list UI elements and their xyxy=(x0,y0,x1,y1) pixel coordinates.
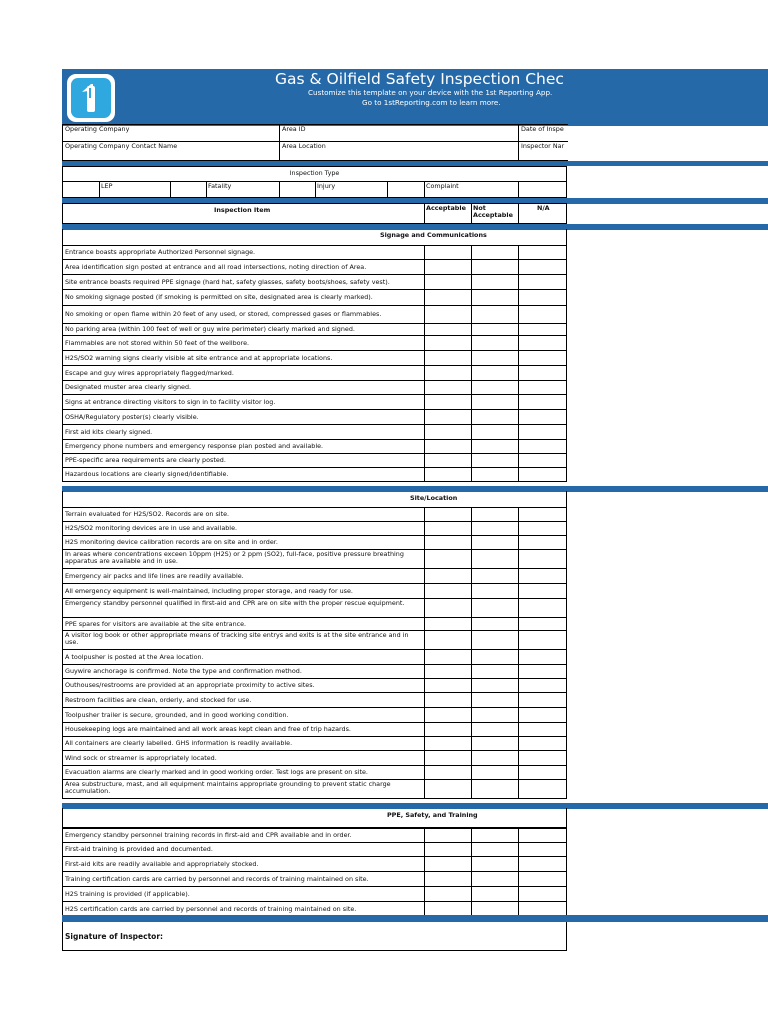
not-acceptable-checkbox[interactable] xyxy=(471,630,519,650)
not-acceptable-checkbox[interactable] xyxy=(471,750,519,766)
table-row xyxy=(62,439,567,454)
divider xyxy=(279,181,280,198)
na-checkbox[interactable] xyxy=(518,259,568,275)
app-logo xyxy=(67,74,115,122)
inspection-item-text: PPE spares for visitors are available at the site entrance. xyxy=(65,620,247,628)
inspection-type-label: Inspection Type xyxy=(289,169,340,177)
not-acceptable-checkbox[interactable] xyxy=(471,886,519,902)
area-location-field[interactable] xyxy=(279,141,519,161)
not-acceptable-checkbox[interactable] xyxy=(471,535,519,550)
divider xyxy=(206,181,207,198)
table-row xyxy=(62,842,567,857)
not-acceptable-checkbox[interactable] xyxy=(471,598,519,618)
table-row xyxy=(62,871,567,887)
table-row xyxy=(62,365,567,381)
inspection-item-text: H2S/SO2 monitoring devices are in use and available. xyxy=(65,524,238,532)
inspection-item-text: Housekeeping logs are maintained and all work areas kept clean and free of trip hazards. xyxy=(65,725,351,733)
na-checkbox[interactable] xyxy=(518,365,568,381)
acceptable-checkbox[interactable] xyxy=(424,736,472,751)
signature-label: Signature of Inspector: xyxy=(65,932,164,941)
acceptable-checkbox[interactable] xyxy=(424,274,472,290)
na-checkbox[interactable] xyxy=(518,649,568,665)
inspection-item-text: Evacuation alarms are clearly marked and in good working order. Test logs are present on site. xyxy=(65,768,368,776)
na-checkbox[interactable] xyxy=(518,583,568,599)
inspection-item-text: Flammables are not stored within 50 feet of the wellbore. xyxy=(65,339,250,347)
acceptable-checkbox[interactable] xyxy=(424,630,472,650)
na-checkbox[interactable] xyxy=(518,886,568,902)
table-row xyxy=(62,692,567,708)
acceptable-checkbox[interactable] xyxy=(424,583,472,599)
date-of-inspection-label: Date of Inspe xyxy=(521,125,564,133)
not-acceptable-checkbox[interactable] xyxy=(471,549,519,569)
not-acceptable-checkbox[interactable] xyxy=(471,305,519,324)
not-acceptable-checkbox[interactable] xyxy=(471,779,519,799)
acceptable-checkbox[interactable] xyxy=(424,856,472,872)
acceptable-checkbox[interactable] xyxy=(424,424,472,440)
operating-company-label: Operating Company xyxy=(65,125,130,133)
inspection-item-text: Emergency standby personnel training records in first-aid and CPR available and in order. xyxy=(65,831,352,839)
inspection-item-text: Wind sock or streamer is appropriately located. xyxy=(65,754,217,762)
table-row xyxy=(62,750,567,766)
not-acceptable-checkbox[interactable] xyxy=(471,274,519,290)
inspection-item-text: Area identification sign posted at entrance and all road intersections, noting direction of Area. xyxy=(65,263,367,271)
divider xyxy=(315,181,316,198)
not-acceptable-checkbox[interactable] xyxy=(471,439,519,454)
section-title: PPE, Safety, and Training xyxy=(387,811,478,819)
column-header-na: N/A xyxy=(537,204,550,212)
na-checkbox[interactable] xyxy=(518,678,568,693)
table-row xyxy=(62,259,567,275)
not-acceptable-checkbox[interactable] xyxy=(471,617,519,631)
acceptable-checkbox[interactable] xyxy=(424,750,472,766)
acceptable-checkbox[interactable] xyxy=(424,289,472,306)
acceptable-checkbox[interactable] xyxy=(424,380,472,395)
date-of-inspection-field[interactable] xyxy=(518,124,568,142)
na-checkbox[interactable] xyxy=(518,664,568,679)
na-checkbox[interactable] xyxy=(518,568,568,584)
header-subtitle-1: Customize this template on your device with the 1st Reporting App. xyxy=(308,88,553,97)
not-acceptable-checkbox[interactable] xyxy=(471,467,519,482)
acceptable-checkbox[interactable] xyxy=(424,245,472,260)
acceptable-checkbox[interactable] xyxy=(424,765,472,780)
inspection-item-text: Guywire anchorage is confirmed. Note the type and confirmation method. xyxy=(65,667,302,675)
inspection-item-text: H2S monitoring device calibration records are on site and in order. xyxy=(65,538,278,546)
inspection-item-text: First aid kits clearly signed. xyxy=(65,428,153,436)
inspection-item-text: A toolpusher is posted at the Area location. xyxy=(65,653,204,661)
divider xyxy=(471,203,472,224)
acceptable-checkbox[interactable] xyxy=(424,722,472,737)
table-row xyxy=(62,289,567,306)
acceptable-checkbox[interactable] xyxy=(424,842,472,857)
na-checkbox[interactable] xyxy=(518,439,568,454)
not-acceptable-checkbox[interactable] xyxy=(471,289,519,306)
acceptable-checkbox[interactable] xyxy=(424,707,472,723)
inspection-type-header xyxy=(62,166,567,182)
inspection-type-option[interactable]: Injury xyxy=(317,182,336,190)
acceptable-checkbox[interactable] xyxy=(424,409,472,425)
divider xyxy=(518,181,519,198)
acceptable-checkbox[interactable] xyxy=(424,453,472,468)
na-checkbox[interactable] xyxy=(518,779,568,799)
acceptable-checkbox[interactable] xyxy=(424,678,472,693)
table-row xyxy=(62,535,567,550)
table-row xyxy=(62,568,567,584)
na-checkbox[interactable] xyxy=(518,289,568,306)
inspection-item-text: Signs at entrance directing visitors to sign in to facility visitor log. xyxy=(65,398,276,406)
na-checkbox[interactable] xyxy=(518,507,568,522)
not-acceptable-checkbox[interactable] xyxy=(471,568,519,584)
not-acceptable-checkbox[interactable] xyxy=(471,765,519,780)
divider xyxy=(170,181,171,198)
table-row xyxy=(62,583,567,599)
not-acceptable-checkbox[interactable] xyxy=(471,856,519,872)
table-row xyxy=(62,335,567,351)
table-row xyxy=(62,707,567,723)
not-acceptable-checkbox[interactable] xyxy=(471,828,519,843)
inspection-item-text: All containers are clearly labelled. GHS information is readily available. xyxy=(65,739,293,747)
inspection-item-text: H2S training is provided (if applicable). xyxy=(65,890,190,898)
contact-name-field[interactable] xyxy=(62,141,280,161)
na-checkbox[interactable] xyxy=(518,750,568,766)
inspection-item-text: Designated muster area clearly signed. xyxy=(65,383,192,391)
inspection-item-text: All emergency equipment is well-maintained, including proper storage, and ready for use. xyxy=(65,587,353,595)
inspection-item-text: Training certification cards are carried by personnel and records of training maintained on site. xyxy=(65,875,369,883)
na-checkbox[interactable] xyxy=(518,692,568,708)
inspection-item-text: Entrance boasts appropriate Authorized Personnel signage. xyxy=(65,248,256,256)
table-row xyxy=(62,453,567,468)
na-checkbox[interactable] xyxy=(518,707,568,723)
inspection-item-text: Emergency air packs and life lines are readily available. xyxy=(65,572,244,580)
table-row xyxy=(62,722,567,737)
acceptable-checkbox[interactable] xyxy=(424,886,472,902)
not-acceptable-checkbox[interactable] xyxy=(471,259,519,275)
not-acceptable-checkbox[interactable] xyxy=(471,409,519,425)
na-checkbox[interactable] xyxy=(518,598,568,618)
inspector-name-field[interactable] xyxy=(518,141,568,161)
table-row xyxy=(62,630,567,650)
acceptable-checkbox[interactable] xyxy=(424,335,472,351)
area-id-label: Area ID xyxy=(282,125,306,133)
acceptable-checkbox[interactable] xyxy=(424,649,472,665)
not-acceptable-checkbox[interactable] xyxy=(471,453,519,468)
na-checkbox[interactable] xyxy=(518,765,568,780)
inspection-item-text: No smoking signage posted (if smoking is permitted on site, designated area is clearly marked). xyxy=(65,293,373,301)
na-checkbox[interactable] xyxy=(518,424,568,440)
acceptable-checkbox[interactable] xyxy=(424,305,472,324)
acceptable-checkbox[interactable] xyxy=(424,365,472,381)
not-acceptable-checkbox[interactable] xyxy=(471,664,519,679)
na-checkbox[interactable] xyxy=(518,828,568,843)
divider xyxy=(424,181,425,198)
inspection-item-text: Terrain evaluated for H2S/SO2. Records are on site. xyxy=(65,510,230,518)
table-row xyxy=(62,678,567,693)
table-row xyxy=(62,394,567,410)
section-title: Site/Location xyxy=(410,494,458,502)
table-row xyxy=(62,765,567,780)
acceptable-checkbox[interactable] xyxy=(424,598,472,618)
not-acceptable-checkbox[interactable] xyxy=(471,842,519,857)
not-acceptable-checkbox[interactable] xyxy=(471,678,519,693)
inspection-item-text: No smoking or open flame within 20 feet of any used, or stored, compressed gases or flammables. xyxy=(65,310,382,318)
inspection-item-text: In areas where concentrations exceen 10ppm (H2S) or 2 ppm (SO2), full-face, positive pressure breathing apparatus are available and in use. xyxy=(65,550,404,565)
not-acceptable-checkbox[interactable] xyxy=(471,871,519,887)
inspector-name-label: Inspector Nar xyxy=(521,142,565,150)
acceptable-checkbox[interactable] xyxy=(424,664,472,679)
table-row xyxy=(62,649,567,665)
na-checkbox[interactable] xyxy=(518,409,568,425)
not-acceptable-checkbox[interactable] xyxy=(471,521,519,536)
na-checkbox[interactable] xyxy=(518,617,568,631)
acceptable-checkbox[interactable] xyxy=(424,617,472,631)
inspection-type-option[interactable]: Complaint xyxy=(426,182,459,190)
acceptable-checkbox[interactable] xyxy=(424,828,472,843)
column-header-item: Inspection Item xyxy=(214,206,271,214)
inspection-item-text: OSHA/Regulatory poster(s) clearly visible. xyxy=(65,413,199,421)
na-checkbox[interactable] xyxy=(518,856,568,872)
na-checkbox[interactable] xyxy=(518,736,568,751)
not-acceptable-checkbox[interactable] xyxy=(471,424,519,440)
inspection-item-text: Emergency standby personnel qualified in first-aid and CPR are on site with the proper rescue equipment. xyxy=(65,599,405,607)
table-row xyxy=(62,617,567,631)
acceptable-checkbox[interactable] xyxy=(424,549,472,569)
divider xyxy=(387,181,388,198)
not-acceptable-checkbox[interactable] xyxy=(471,707,519,723)
not-acceptable-checkbox[interactable] xyxy=(471,335,519,351)
acceptable-checkbox[interactable] xyxy=(424,871,472,887)
na-checkbox[interactable] xyxy=(518,274,568,290)
column-header-not-acceptable: Not Acceptable xyxy=(473,204,513,219)
acceptable-checkbox[interactable] xyxy=(424,507,472,522)
area-id-field[interactable] xyxy=(279,124,519,142)
table-row xyxy=(62,305,567,324)
inspection-item-text: Site entrance boasts required PPE signage (hard hat, safety glasses, safety boots/shoes, safety vest). xyxy=(65,278,390,286)
table-row xyxy=(62,521,567,536)
table-row xyxy=(62,424,567,440)
acceptable-checkbox[interactable] xyxy=(424,779,472,799)
not-acceptable-checkbox[interactable] xyxy=(471,245,519,260)
table-row xyxy=(62,664,567,679)
inspection-type-option[interactable]: LEP xyxy=(101,182,113,190)
section-title: Signage and Communications xyxy=(380,231,487,239)
na-checkbox[interactable] xyxy=(518,467,568,482)
na-checkbox[interactable] xyxy=(518,842,568,857)
na-checkbox[interactable] xyxy=(518,245,568,260)
inspection-item-text: Area substructure, mast, and all equipment maintains appropriate grounding to prevent static charge accumulation. xyxy=(65,780,391,795)
divider xyxy=(99,181,100,198)
inspection-item-text: Emergency phone numbers and emergency response plan posted and available. xyxy=(65,442,324,450)
na-checkbox[interactable] xyxy=(518,871,568,887)
acceptable-checkbox[interactable] xyxy=(424,467,472,482)
na-checkbox[interactable] xyxy=(518,549,568,569)
na-checkbox[interactable] xyxy=(518,380,568,395)
1st-reporting-logo-icon xyxy=(71,78,111,118)
inspection-item-text: No parking area (within 100 feet of well or guy wire perimeter) clearly marked and signed. xyxy=(65,325,355,333)
acceptable-checkbox[interactable] xyxy=(424,521,472,536)
inspection-item-text: A visitor log book or other appropriate means of tracking site entrys and exits is at the site entrance and in use. xyxy=(65,631,409,646)
separator-band xyxy=(62,915,768,922)
acceptable-checkbox[interactable] xyxy=(424,394,472,410)
na-checkbox[interactable] xyxy=(518,453,568,468)
not-acceptable-checkbox[interactable] xyxy=(471,722,519,737)
inspection-item-text: Hazardous locations are clearly signed/identifiable. xyxy=(65,470,229,478)
acceptable-checkbox[interactable] xyxy=(424,568,472,584)
area-location-label: Area Location xyxy=(282,142,326,150)
section-title-row xyxy=(62,808,567,828)
table-row xyxy=(62,736,567,751)
table-row xyxy=(62,380,567,395)
not-acceptable-checkbox[interactable] xyxy=(471,583,519,599)
na-checkbox[interactable] xyxy=(518,535,568,550)
inspection-item-text: First-aid training is provided and documented. xyxy=(65,845,213,853)
na-checkbox[interactable] xyxy=(518,521,568,536)
na-checkbox[interactable] xyxy=(518,394,568,410)
page-title: Gas & Oilfield Safety Inspection Chec xyxy=(275,70,564,88)
acceptable-checkbox[interactable] xyxy=(424,350,472,366)
acceptable-checkbox[interactable] xyxy=(424,439,472,454)
na-checkbox[interactable] xyxy=(518,350,568,366)
table-row xyxy=(62,507,567,522)
table-row xyxy=(62,856,567,872)
table-row xyxy=(62,828,567,843)
table-row xyxy=(62,467,567,482)
inspection-type-option[interactable]: Fatality xyxy=(208,182,232,190)
not-acceptable-checkbox[interactable] xyxy=(471,380,519,395)
inspection-item-text: H2S certification cards are carried by personnel and records of training maintained on site. xyxy=(65,905,357,913)
inspection-item-text: Restroom facilities are clean, orderly, and stocked for use. xyxy=(65,696,252,704)
acceptable-checkbox[interactable] xyxy=(424,692,472,708)
not-acceptable-checkbox[interactable] xyxy=(471,350,519,366)
inspection-item-text: Outhouses/restrooms are provided at an appropriate proximity to active sites. xyxy=(65,681,315,689)
not-acceptable-checkbox[interactable] xyxy=(471,736,519,751)
divider xyxy=(424,203,425,224)
na-checkbox[interactable] xyxy=(518,305,568,324)
na-checkbox[interactable] xyxy=(518,630,568,650)
section-title-row xyxy=(62,229,567,246)
not-acceptable-checkbox[interactable] xyxy=(471,692,519,708)
table-row xyxy=(62,886,567,902)
na-checkbox[interactable] xyxy=(518,722,568,737)
table-row xyxy=(62,274,567,290)
table-row xyxy=(62,350,567,366)
table-row xyxy=(62,409,567,425)
divider xyxy=(518,203,519,224)
table-row xyxy=(62,245,567,260)
table-row xyxy=(62,549,567,569)
not-acceptable-checkbox[interactable] xyxy=(471,649,519,665)
inspection-item-text: Escape and guy wires appropriately flagged/marked. xyxy=(65,369,234,377)
inspection-item-text: PPE-specific area requirements are clearly posted. xyxy=(65,456,226,464)
column-header-acceptable: Acceptable xyxy=(426,204,466,212)
operating-company-field[interactable] xyxy=(62,124,280,142)
not-acceptable-checkbox[interactable] xyxy=(471,507,519,522)
acceptable-checkbox[interactable] xyxy=(424,259,472,275)
contact-name-label: Operating Company Contact Name xyxy=(65,142,178,150)
na-checkbox[interactable] xyxy=(518,335,568,351)
header-subtitle-2: Go to 1stReporting.com to learn more. xyxy=(362,98,501,107)
inspection-item-text: Toolpusher trailer is secure, grounded, and in good working condition. xyxy=(65,711,289,719)
section-title-row xyxy=(62,491,567,508)
inspection-item-text: H2S/SO2 warning signs clearly visible at site entrance and at appropriate locations. xyxy=(65,354,333,362)
inspection-item-text: First-aid kits are readily available and appropriately stocked. xyxy=(65,860,259,868)
not-acceptable-checkbox[interactable] xyxy=(471,394,519,410)
acceptable-checkbox[interactable] xyxy=(424,535,472,550)
not-acceptable-checkbox[interactable] xyxy=(471,365,519,381)
table-row xyxy=(62,598,567,618)
table-row xyxy=(62,779,567,799)
